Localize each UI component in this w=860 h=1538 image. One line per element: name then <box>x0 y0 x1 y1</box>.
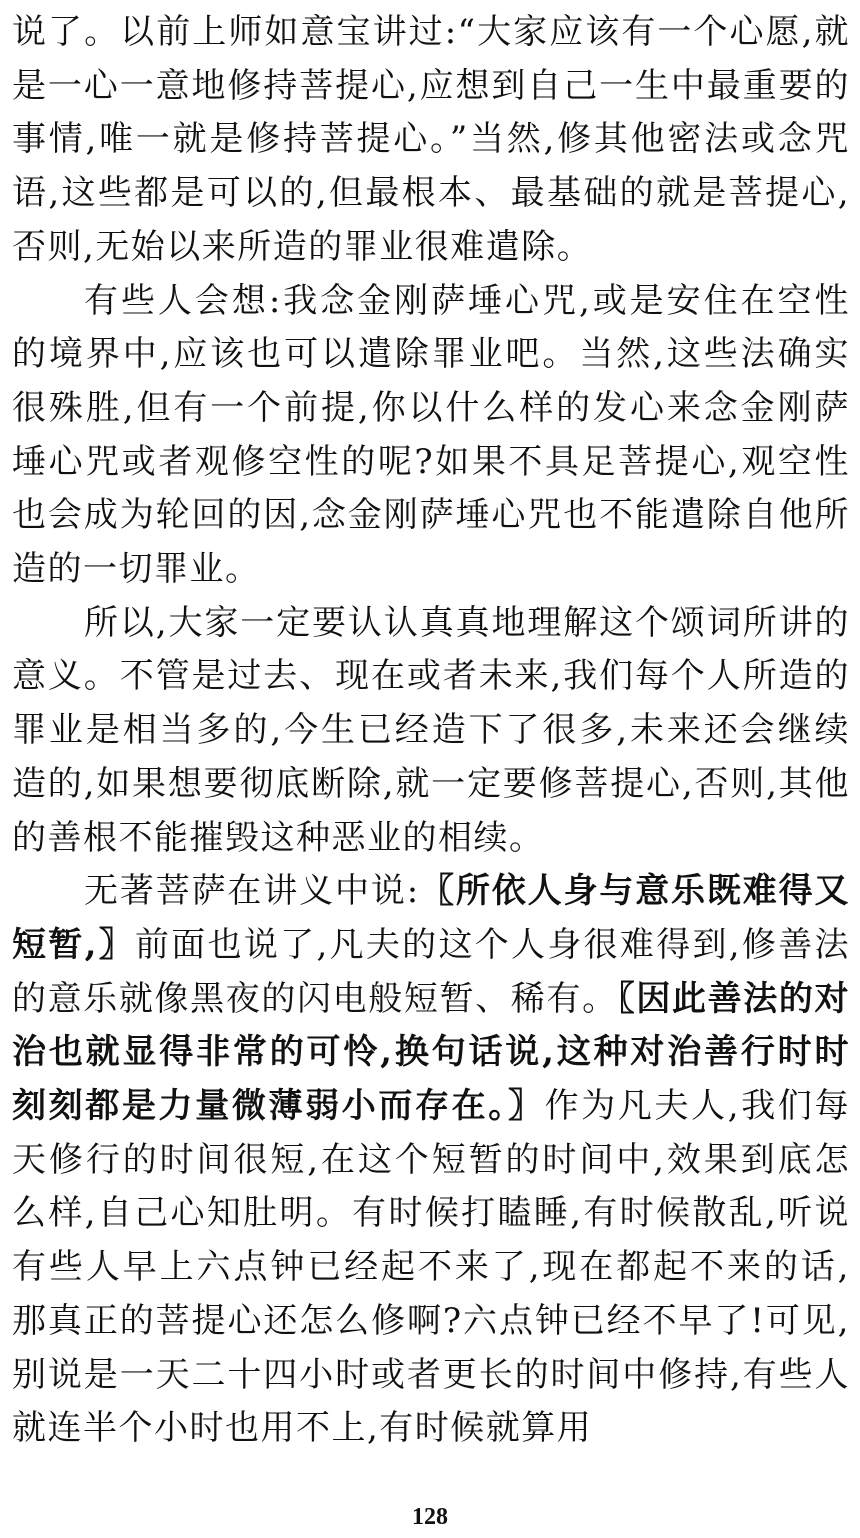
quote-bold-1: 〖所依人身与意乐既难得又短暂,〗 <box>12 871 850 965</box>
paragraph-4 <box>12 865 850 1456</box>
paragraph-3-text: 所以,大家一定要认认真真地理解这个颂词所讲的意义。不管是过去、现在或者未来,我们每个人所造的罪业是相当多的,今生已经造下了很多,未来还会继续造的,如果想要彻底断除,就一定要修菩提心,否则,其他的善根不能摧毁这种恶业的相续。 <box>12 602 850 858</box>
paragraph-2 <box>12 275 850 597</box>
quote-bold-2: 〖因此善法的对治也就显得非常的可怜,换句话说,这种对治善行时时刻刻都是力量微薄弱小而存在。〗 <box>12 978 851 1127</box>
page-number: 128 <box>412 1504 448 1530</box>
paragraph-1-text: 说了。以前上师如意宝讲过:“大家应该有一个心愿,就是一心一意地修持菩提心,应想到自己一生中最重要的事情,唯一就是修持菩提心。”当然,修其他密法或念咒语,这些都是可以的,但最根本、最基础的就是菩提心,否则,无始以来所造的罪业很难遣除。 <box>12 12 850 267</box>
paragraph-3 <box>12 597 850 866</box>
paragraph-2-text: 有些人会想:我念金刚萨埵心咒,或是安住在空性的境界中,应该也可以遣除罪业吧。当然,这些法确实很殊胜,但有一个前提,你以什么样的发心来念金刚萨埵心咒或者观修空性的呢?如果不具足菩提心,观空性也会成为轮回的因,念金刚萨埵心咒也不能遣除自他所造的一切罪业。 <box>12 280 850 590</box>
paragraph-4-text: 无著菩萨在讲义中说: <box>84 871 420 912</box>
paragraph-4-continuation: 作为凡夫人,我们每天修行的时间很短,在这个短暂的时间中,效果到底怎么样,自己心知肚明。有时候打瞌睡,有时候散乱,听说有些人早上六点钟已经起不来了,现在都起不来的话,那真正的菩提心还怎么修啊?六点钟已经不早了!可见,别说是一天二十四小时或者更长的时间中修持,有些人就连半个小时也用不上,有时候就算用 <box>12 1086 850 1449</box>
paragraph-4-commentary: 前面也说了,凡夫的这个人身很难得到,修善法的意乐就像黑夜的闪电般短暂、稀有。 <box>12 924 850 1019</box>
paragraph-1 <box>12 6 850 275</box>
body-text <box>12 6 850 1456</box>
